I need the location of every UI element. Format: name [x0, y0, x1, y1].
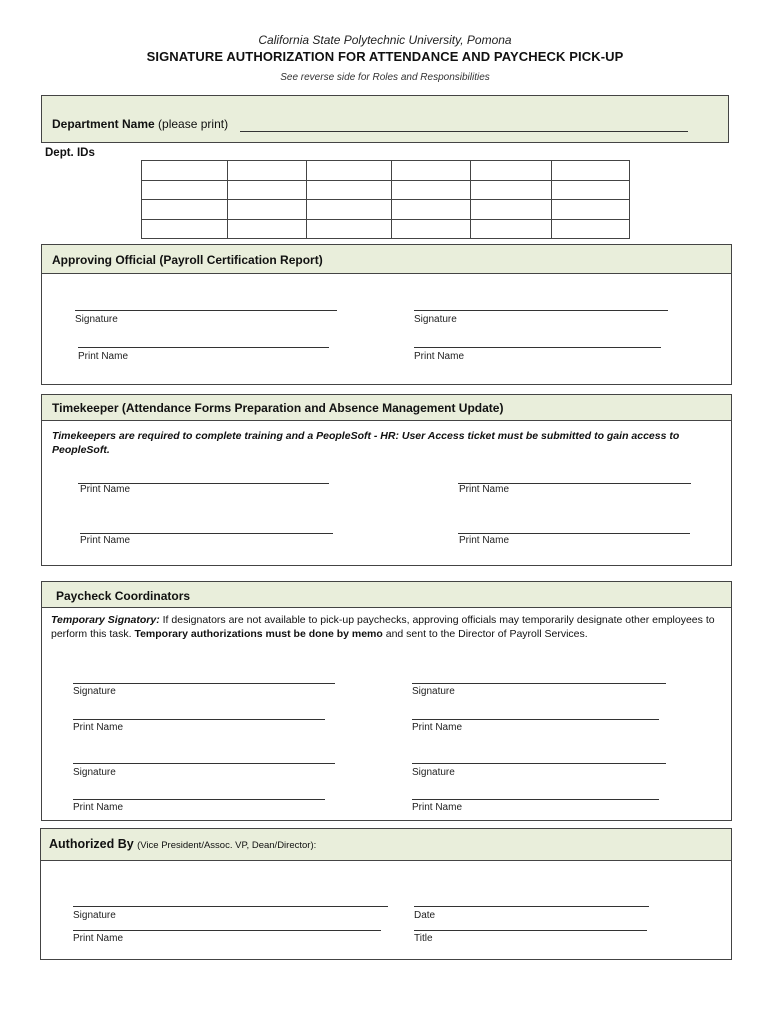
- signature-label: Signature: [412, 767, 455, 778]
- print-name-label: Print Name: [78, 351, 129, 362]
- approving-signature-2-field[interactable]: [414, 310, 668, 311]
- temporary-signatory-text: [51, 613, 721, 641]
- form-title: SIGNATURE AUTHORIZATION FOR ATTENDANCE AND PAYCHECK PICK-UP: [146, 49, 624, 64]
- paycheck-signature-4-field[interactable]: [412, 763, 666, 764]
- date-label: Date: [414, 910, 436, 921]
- dept-id-cell[interactable]: [471, 161, 552, 181]
- authorized-by-section: [40, 828, 732, 960]
- department-name-label-rest: (please print): [158, 117, 229, 131]
- table-row: [142, 180, 630, 200]
- dept-id-cell[interactable]: [471, 200, 552, 220]
- temporary-signatory-label: Temporary Signatory:: [51, 614, 160, 626]
- dept-id-cell[interactable]: [228, 200, 307, 220]
- approving-print-name-1-field[interactable]: [78, 347, 329, 348]
- dept-ids-table: [141, 160, 630, 239]
- paycheck-coordinators-section: [41, 581, 732, 821]
- timekeeper-title: Timekeeper (Attendance Forms Preparation and Absence Management Update): [52, 401, 504, 415]
- print-name-label: Print Name: [73, 722, 124, 733]
- department-name-box: [41, 95, 729, 143]
- dept-id-cell[interactable]: [142, 180, 228, 200]
- dept-id-cell[interactable]: [228, 180, 307, 200]
- authorized-by-header: [41, 829, 731, 861]
- paycheck-coordinators-header: [42, 582, 731, 608]
- temporary-signatory-text-b: and sent to the Director of Payroll Services.: [382, 628, 588, 640]
- signature-label: Signature: [73, 686, 116, 697]
- print-name-label: Print Name: [459, 535, 510, 546]
- dept-id-cell[interactable]: [552, 200, 630, 220]
- authorized-by-title-bold: Authorized By: [49, 837, 134, 851]
- dept-id-cell[interactable]: [471, 219, 552, 239]
- paycheck-print-name-2-field[interactable]: [412, 719, 659, 720]
- dept-id-cell[interactable]: [392, 219, 471, 239]
- approving-official-title: Approving Official (Payroll Certification Report): [52, 253, 323, 267]
- approving-print-name-2-field[interactable]: [414, 347, 661, 348]
- authorized-by-title: [49, 837, 316, 851]
- temporary-signatory-text-a: If designators are not available to pick-up paychecks, approving officials may temporarily designate other employees to perform this task.: [51, 614, 715, 640]
- print-name-label: Print Name: [414, 351, 465, 362]
- paycheck-signature-3-field[interactable]: [73, 763, 335, 764]
- print-name-label: Print Name: [80, 535, 131, 546]
- department-name-label: [52, 117, 228, 131]
- dept-id-cell[interactable]: [142, 219, 228, 239]
- department-name-field[interactable]: [240, 131, 688, 132]
- table-row: [142, 161, 630, 181]
- authorized-title-field[interactable]: [414, 930, 647, 931]
- dept-id-cell[interactable]: [552, 219, 630, 239]
- paycheck-coordinators-title: Paycheck Coordinators: [56, 589, 191, 603]
- paycheck-print-name-4-field[interactable]: [412, 799, 659, 800]
- dept-ids-label: Dept. IDs: [45, 147, 95, 159]
- dept-id-cell[interactable]: [142, 200, 228, 220]
- dept-id-cell[interactable]: [142, 161, 228, 181]
- print-name-label: Print Name: [73, 802, 124, 813]
- signature-label: Signature: [412, 686, 455, 697]
- paycheck-print-name-1-field[interactable]: [73, 719, 325, 720]
- dept-id-cell[interactable]: [228, 219, 307, 239]
- approving-official-header: [42, 245, 731, 274]
- signature-label: Signature: [73, 910, 116, 921]
- form-subtitle: See reverse side for Roles and Responsibilities: [280, 72, 490, 83]
- timekeeper-note: Timekeepers are required to complete training and a PeopleSoft - HR: User Access ticket must be submitted to gain access to PeopleSoft.: [52, 430, 680, 456]
- print-name-label: Print Name: [73, 933, 124, 944]
- dept-id-cell[interactable]: [471, 180, 552, 200]
- department-name-label-bold: Department Name: [52, 117, 155, 131]
- print-name-label: Print Name: [412, 722, 463, 733]
- dept-id-cell[interactable]: [552, 180, 630, 200]
- dept-id-cell[interactable]: [392, 200, 471, 220]
- authorized-date-field[interactable]: [414, 906, 649, 907]
- paycheck-print-name-3-field[interactable]: [73, 799, 325, 800]
- dept-id-cell[interactable]: [307, 219, 392, 239]
- paycheck-signature-1-field[interactable]: [73, 683, 335, 684]
- authorized-signature-field[interactable]: [73, 906, 388, 907]
- paycheck-signature-2-field[interactable]: [412, 683, 666, 684]
- university-name: California State Polytechnic University, Pomona: [258, 33, 512, 47]
- print-name-label: Print Name: [412, 802, 463, 813]
- dept-id-cell[interactable]: [392, 161, 471, 181]
- authorized-by-title-rest: (Vice President/Assoc. VP, Dean/Director):: [137, 840, 317, 851]
- signature-label: Signature: [73, 767, 116, 778]
- signature-label: Signature: [75, 314, 118, 325]
- dept-id-cell[interactable]: [307, 200, 392, 220]
- dept-id-cell[interactable]: [552, 161, 630, 181]
- table-row: [142, 200, 630, 220]
- temporary-signatory-text-bold: Temporary authorizations must be done by memo: [134, 628, 383, 640]
- dept-id-cell[interactable]: [228, 161, 307, 181]
- table-row: [142, 219, 630, 239]
- print-name-label: Print Name: [80, 484, 131, 495]
- dept-id-cell[interactable]: [392, 180, 471, 200]
- approving-signature-1-field[interactable]: [75, 310, 337, 311]
- print-name-label: Print Name: [459, 484, 510, 495]
- timekeeper-print-name-4-field[interactable]: [458, 533, 690, 534]
- timekeeper-section: [41, 394, 732, 566]
- approving-official-section: [41, 244, 732, 385]
- timekeeper-print-name-3-field[interactable]: [80, 533, 333, 534]
- dept-id-cell[interactable]: [307, 180, 392, 200]
- timekeeper-header: [42, 395, 731, 421]
- dept-id-cell[interactable]: [307, 161, 392, 181]
- signature-label: Signature: [414, 314, 457, 325]
- authorized-print-name-field[interactable]: [73, 930, 381, 931]
- title-label: Title: [414, 933, 433, 944]
